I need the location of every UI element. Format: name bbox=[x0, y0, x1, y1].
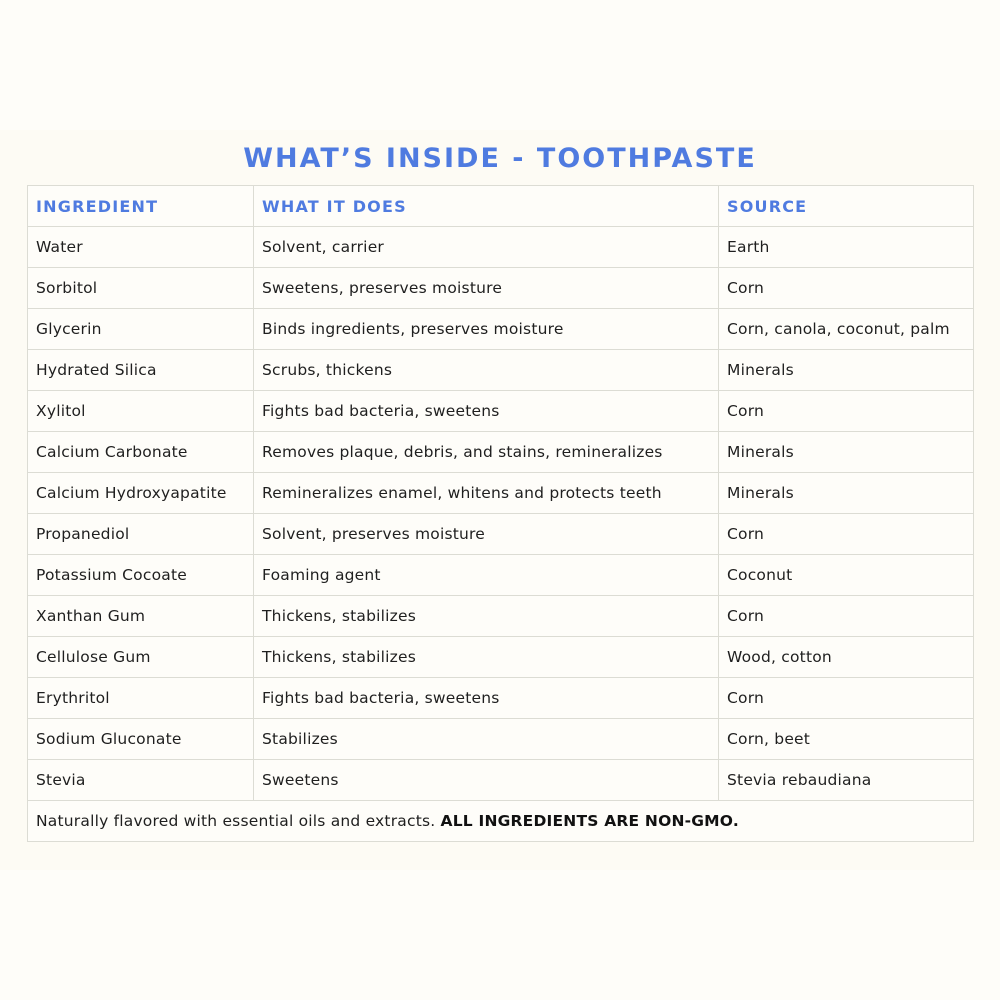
ingredient-cell: Calcium Hydroxyapatite bbox=[28, 473, 254, 514]
table-row bbox=[28, 350, 974, 391]
ingredient-cell: Calcium Carbonate bbox=[28, 432, 254, 473]
ingredient-cell: Stevia bbox=[28, 760, 254, 801]
source-cell: Minerals bbox=[719, 473, 974, 514]
ingredient-cell: Xanthan Gum bbox=[28, 596, 254, 637]
ingredient-cell: Propanediol bbox=[28, 514, 254, 555]
source-cell: Corn, canola, coconut, palm bbox=[719, 309, 974, 350]
source-cell: Corn bbox=[719, 678, 974, 719]
header-what-it-does: WHAT IT DOES bbox=[254, 186, 719, 227]
function-cell: Stabilizes bbox=[254, 719, 719, 760]
non-gmo-statement: ALL INGREDIENTS ARE NON-GMO. bbox=[440, 812, 739, 830]
table-row bbox=[28, 760, 974, 801]
function-cell: Solvent, preserves moisture bbox=[254, 514, 719, 555]
source-cell: Coconut bbox=[719, 555, 974, 596]
ingredient-cell: Xylitol bbox=[28, 391, 254, 432]
function-cell: Sweetens bbox=[254, 760, 719, 801]
function-cell: Sweetens, preserves moisture bbox=[254, 268, 719, 309]
function-cell: Solvent, carrier bbox=[254, 227, 719, 268]
table-row bbox=[28, 309, 974, 350]
ingredient-cell: Hydrated Silica bbox=[28, 350, 254, 391]
table-row bbox=[28, 678, 974, 719]
source-cell: Corn bbox=[719, 596, 974, 637]
source-cell: Minerals bbox=[719, 350, 974, 391]
footer-note bbox=[28, 801, 974, 842]
function-cell: Foaming agent bbox=[254, 555, 719, 596]
function-cell: Thickens, stabilizes bbox=[254, 596, 719, 637]
source-cell: Wood, cotton bbox=[719, 637, 974, 678]
ingredient-cell: Erythritol bbox=[28, 678, 254, 719]
header-ingredient: INGREDIENT bbox=[28, 186, 254, 227]
ingredient-cell: Sodium Gluconate bbox=[28, 719, 254, 760]
ingredients-table bbox=[27, 185, 974, 842]
table-row bbox=[28, 432, 974, 473]
footer-note-text: Naturally flavored with essential oils and extracts. bbox=[36, 812, 436, 830]
ingredient-cell: Glycerin bbox=[28, 309, 254, 350]
table-row bbox=[28, 473, 974, 514]
table-row bbox=[28, 391, 974, 432]
source-cell: Stevia rebaudiana bbox=[719, 760, 974, 801]
function-cell: Thickens, stabilizes bbox=[254, 637, 719, 678]
table-row bbox=[28, 637, 974, 678]
table-header-row bbox=[28, 186, 974, 227]
table-row bbox=[28, 514, 974, 555]
function-cell: Remineralizes enamel, whitens and protects teeth bbox=[254, 473, 719, 514]
table-row bbox=[28, 268, 974, 309]
ingredient-cell: Water bbox=[28, 227, 254, 268]
table-row bbox=[28, 719, 974, 760]
header-source: SOURCE bbox=[719, 186, 974, 227]
table-row bbox=[28, 555, 974, 596]
source-cell: Minerals bbox=[719, 432, 974, 473]
source-cell: Corn, beet bbox=[719, 719, 974, 760]
function-cell: Binds ingredients, preserves moisture bbox=[254, 309, 719, 350]
source-cell: Corn bbox=[719, 391, 974, 432]
ingredient-cell: Sorbitol bbox=[28, 268, 254, 309]
page-title: WHAT’S INSIDE - TOOTHPASTE bbox=[243, 143, 757, 174]
ingredient-cell: Potassium Cocoate bbox=[28, 555, 254, 596]
function-cell: Scrubs, thickens bbox=[254, 350, 719, 391]
table-row bbox=[28, 227, 974, 268]
footer-row bbox=[28, 801, 974, 842]
source-cell: Corn bbox=[719, 268, 974, 309]
source-cell: Earth bbox=[719, 227, 974, 268]
function-cell: Removes plaque, debris, and stains, remineralizes bbox=[254, 432, 719, 473]
function-cell: Fights bad bacteria, sweetens bbox=[254, 391, 719, 432]
function-cell: Fights bad bacteria, sweetens bbox=[254, 678, 719, 719]
source-cell: Corn bbox=[719, 514, 974, 555]
table-row bbox=[28, 596, 974, 637]
ingredient-cell: Cellulose Gum bbox=[28, 637, 254, 678]
